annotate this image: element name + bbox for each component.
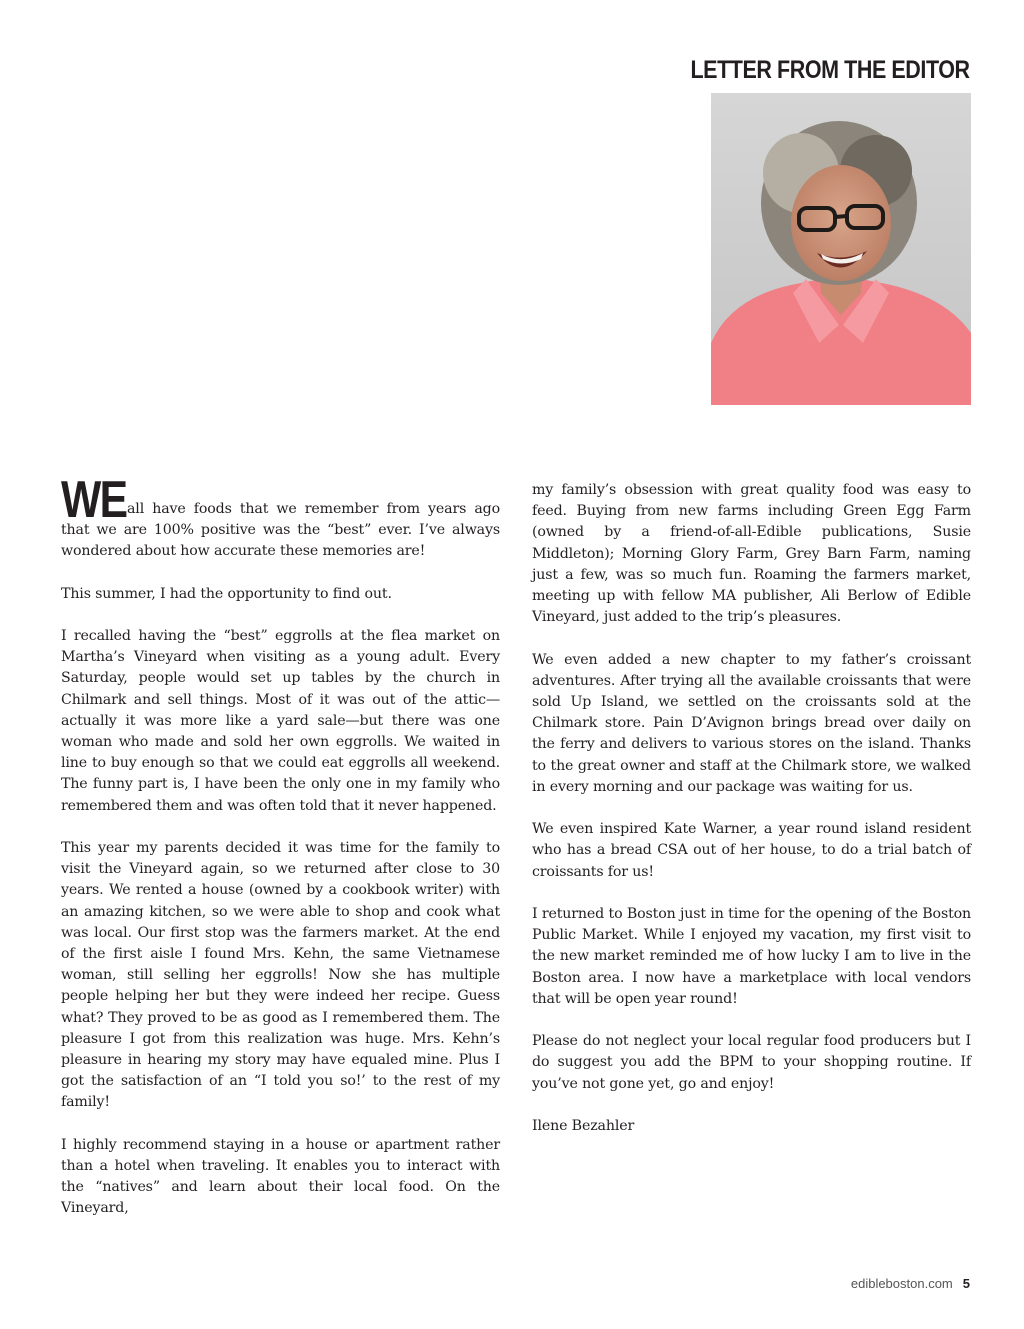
signature: Ilene Bezahler — [532, 1118, 635, 1135]
page-footer — [851, 1276, 970, 1291]
dropcap: WE — [61, 471, 127, 529]
article-paragraph: This summer, I had the opportunity to find out. — [61, 585, 392, 602]
article-paragraph: We even added a new chapter to my father’s croissant adventures. After trying all the available croissants that were sold Up Island, we settled on the croissants sold at the Chilmark store. Pain D’Avignon brings bread over daily on the ferry and delivers to various stores on the island. Thanks to the great owner and staff at the Chilmark store, we walked in every morning and our package was waiting for us. — [532, 651, 971, 795]
article-paragraph: This year my parents decided it was time for the family to visit the Vineyard again, so we returned after close to 30 years. We rented a house (owned by a cookbook writer) with an amazing kitchen, so we were able to shop and cook what was local. Our first stop was the farmers market. At the end of the first aisle I found Mrs. Kehn, the same Vietnamese woman, still selling her eggrolls! Now she has multiple people helping her but they were indeed her recipe. Guess what? They proved to be as good as I remembered them. The pleasure I got from this realization was huge. Mrs. Kehn’s pleasure in hearing my story may have equaled mine. Plus I got the satisfaction of an “I told you so!’ to the rest of my family! — [61, 840, 500, 1111]
article-paragraph: I returned to Boston just in time for the opening of the Boston Public Market. While I enjoyed my vacation, my first visit to the new market reminded me of how lucky I am to live in the Boston area. I now have a marketplace with local vendors that will be open year round! — [532, 906, 971, 1007]
article-paragraph: We even inspired Kate Warner, a year round island resident who has a bread CSA out of her house, to do a trial batch of croissants for us! — [532, 821, 971, 880]
article-column-right — [532, 480, 971, 1137]
article-paragraph: I highly recommend staying in a house or apartment rather than a hotel when traveling. It enables you to interact with the “natives” and learn about their local food. On the Vineyard, — [61, 1136, 500, 1217]
article-paragraph: Please do not neglect your local regular food producers but I do suggest you add the BPM to your shopping routine. If you’ve not gone yet, go and enjoy! — [532, 1033, 971, 1092]
section-title: LETTER FROM THE EDITOR — [690, 56, 970, 84]
page-number: 5 — [962, 1276, 970, 1291]
article-paragraph: my family’s obsession with great quality food was easy to feed. Buying from new farms including Green Egg Farm (owned by a friend-of-all-Edible publications, Susie Middleton); Morning Glory Farm, Grey Barn Farm, naming just a few, was so much fun. Roaming the farmers market, meeting up with fellow MA publisher, Ali Berlow of Edible Vineyard, just added to the trip’s pleasures. — [532, 482, 971, 626]
article-paragraph: I recalled having the “best” eggrolls at the flea market on Martha’s Vineyard when visiting as a young adult. Every Saturday, people would set up tables by the church in Chilmark and sell things. Most of it was out of the attic—actually it was more like a yard sale—but there was one woman who made and sold her own eggrolls. We waited in line to buy enough so that we could eat eggrolls all weekend. The funny part is, I have been the only one in my family who remembered them and was often told that it never happened. — [61, 627, 500, 814]
editor-portrait-photo — [711, 93, 971, 405]
article-column-left — [61, 471, 500, 1220]
website-link[interactable]: edibleboston.com — [850, 1276, 953, 1291]
article-paragraph: WEall have foods that we remember from years ago that we are 100% positive was the “best” ever. I’ve always wondered about how accurate these memories are! — [61, 471, 500, 560]
